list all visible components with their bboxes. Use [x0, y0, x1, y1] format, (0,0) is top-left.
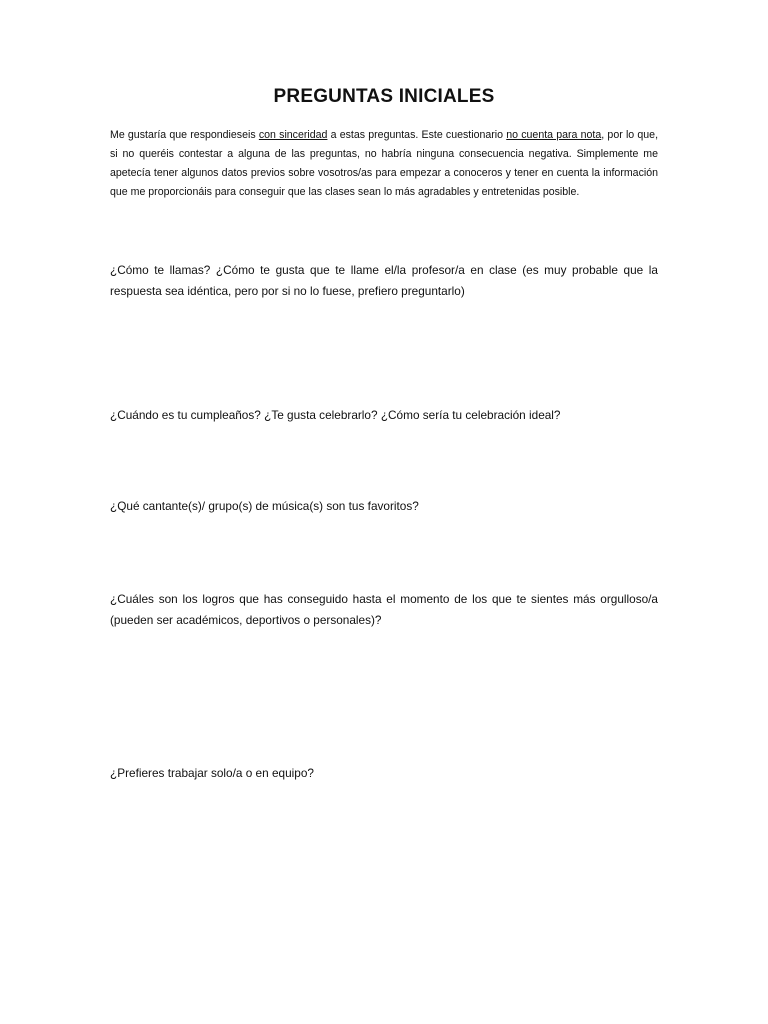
intro-emphasis-sincerity: con sinceridad	[258, 129, 328, 141]
question-birthday: ¿Cuándo es tu cumpleaños? ¿Te gusta celebrarlo? ¿Cómo sería tu celebración ideal?	[110, 408, 561, 422]
intro-text-part-3: , por lo que, si no queréis contestar a alguna de las preguntas, no habría ninguna consecuencia negativa. Simplemente me apetecía tener algunos datos previos sobre vosotros/as para empezar a conoceros y tener en cuenta la información que me proporcionáis para conseguir que las clases sean lo más agradables y entretenidas posible.	[110, 129, 659, 198]
intro-emphasis-no-grade: no cuenta para nota	[506, 129, 602, 141]
intro-paragraph	[110, 126, 658, 202]
intro-text-part-2: a estas preguntas. Este cuestionario	[327, 129, 507, 141]
page-title: PREGUNTAS INICIALES	[273, 86, 495, 107]
question-favorite-music: ¿Qué cantante(s)/ grupo(s) de música(s) son tus favoritos?	[110, 499, 419, 513]
question-achievements: ¿Cuáles son los logros que has conseguido hasta el momento de los que te sientes más orgulloso/a (pueden ser académicos, deportivos o personales)?	[110, 592, 658, 627]
question-name: ¿Cómo te llamas? ¿Cómo te gusta que te llame el/la profesor/a en clase (es muy probable que la respuesta sea idéntica, pero por si no lo fuese, prefiero preguntarlo)	[110, 263, 658, 298]
intro-text-part-1: Me gustaría que respondieseis	[110, 129, 259, 141]
question-work-preference: ¿Prefieres trabajar solo/a o en equipo?	[110, 766, 314, 780]
